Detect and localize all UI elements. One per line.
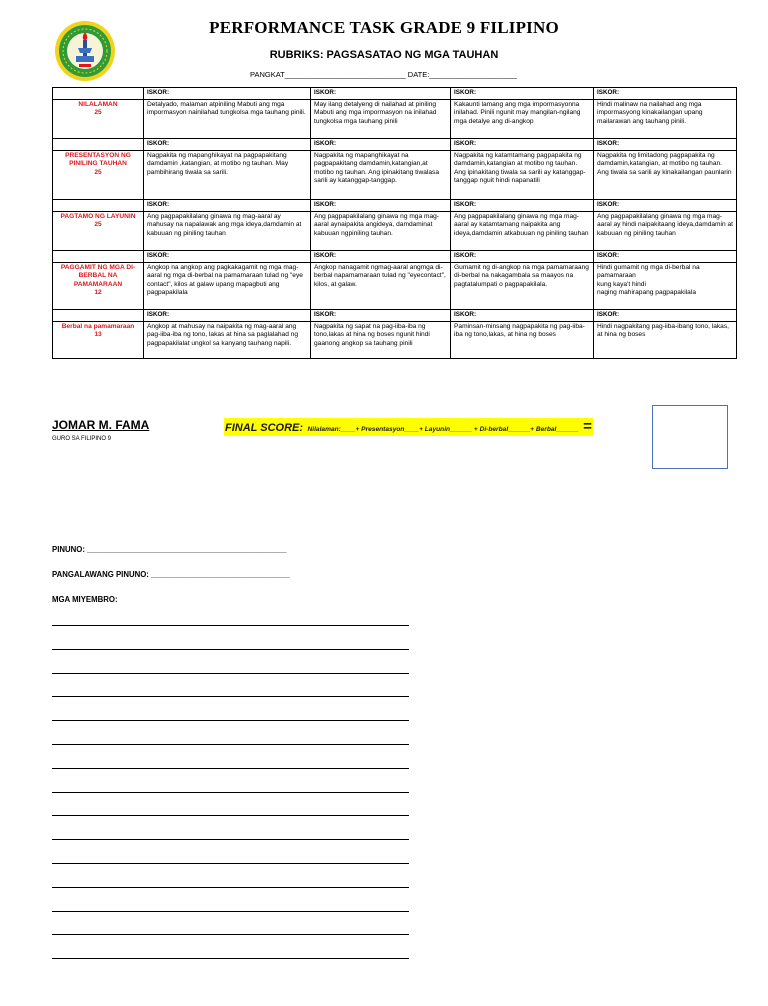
final-score-box[interactable] — [652, 405, 728, 469]
iskor-row — [53, 200, 737, 212]
iskor-row — [53, 310, 737, 322]
iskor-cell[interactable]: ISKOR: — [311, 310, 451, 322]
iskor-cell[interactable]: ISKOR: — [311, 200, 451, 212]
mga-miyembro-label: MGA MIYEMBRO: — [52, 595, 118, 604]
descriptor-cell: Nagpakita ng mapanghikayat na pagpapakitang damdamin,katangian,at motibo ng tauhan. Ang ipinakitang tiwalasa sarili ay katanggap-tanggap. — [311, 151, 451, 200]
member-line[interactable] — [52, 720, 409, 721]
iskor-cell[interactable]: ISKOR: — [451, 251, 594, 263]
iskor-cell[interactable]: ISKOR: — [144, 200, 311, 212]
descriptor-cell: Nagpakita ng katamtamang pagpapakita ng damdamin,katangian at motibo ng tauhan. Ang ipinakitang tiwala sa sarili ay katanggap-tanggap nguit hindi napanatili — [451, 151, 594, 200]
member-line[interactable] — [52, 768, 409, 769]
final-score-label: FINAL SCORE: — [225, 422, 304, 434]
member-line[interactable] — [52, 934, 409, 935]
descriptor-cell: Ang pagpapakilalang ginawa ng mag-aaral ay mahusay na napalawak ang mga ideya,damdamin at kabuuan ng piniling tauhan — [144, 212, 311, 251]
iskor-cell[interactable]: ISKOR: — [451, 88, 594, 100]
pinuno-field[interactable]: PINUNO: ______________________________________________ — [52, 545, 287, 554]
iskor-cell[interactable]: ISKOR: — [594, 310, 737, 322]
iskor-cell[interactable]: ISKOR: — [451, 139, 594, 151]
descriptor-cell: Gumamit ng di-angkop na mga pamamaraang di-berbal na nakagambala sa maayos na pagtatalumpati o pagpapakilala. — [451, 263, 594, 310]
iskor-row — [53, 88, 737, 100]
iskor-cell[interactable]: ISKOR: — [451, 310, 594, 322]
member-line[interactable] — [52, 911, 409, 912]
member-line[interactable] — [52, 958, 409, 959]
iskor-cell[interactable]: ISKOR: — [594, 139, 737, 151]
descriptor-cell: May ilang detalyeng di nailahad at piniling Mabuti ang mga impormasyon na inilahad tungkolsa mga tauhang pinili — [311, 100, 451, 139]
rubric-table — [52, 87, 737, 359]
member-line[interactable] — [52, 887, 409, 888]
descriptor-cell: Detalyado, malaman atpiniling Mabuti ang mga impormasyon nainilahad tungkolsa mga tauhang pinili. — [144, 100, 311, 139]
page-title: PERFORMANCE TASK GRADE 9 FILIPINO — [209, 18, 559, 37]
criterion-label: PAGGAMIT NG MGA DI-BERBAL NA PAMAMARAAN 12 — [53, 263, 144, 310]
pangalawang-pinuno-field[interactable]: PANGALAWANG PINUNO: ________________________________ — [52, 570, 290, 579]
teacher-role: GURO SA FILIPINO 9 — [52, 436, 112, 442]
member-line[interactable] — [52, 673, 409, 674]
criterion-label: Berbal na pamamaraan 13 — [53, 322, 144, 359]
descriptor-cell: Angkop at mahusay na naipakita ng mag-aaral ang pag-iiba-iba ng tono, lakas at hina sa paglalahad ng pagpapakilalat ungkol sa kanyang tauhang napili. — [144, 322, 311, 359]
iskor-cell[interactable]: ISKOR: — [144, 310, 311, 322]
iskor-cell[interactable]: ISKOR: — [451, 200, 594, 212]
descriptor-cell: Paminsan-minsang nagpapakita ng pag-iiba-iba ng tono,lakas, at hina ng boses — [451, 322, 594, 359]
iskor-cell[interactable]: ISKOR: — [594, 200, 737, 212]
iskor-cell[interactable]: ISKOR: — [144, 251, 311, 263]
rubric-row — [53, 212, 737, 251]
criterion-label: NILALAMAN 25 — [53, 100, 144, 139]
iskor-row — [53, 251, 737, 263]
iskor-cell[interactable]: ISKOR: — [311, 88, 451, 100]
member-line[interactable] — [52, 744, 409, 745]
descriptor-cell: Ang pagpapakilalang ginawa ng mga mag-aaral ay katamtamang naipakita ang ideya,damdamin atkabuuan ng piniling tauhan — [451, 212, 594, 251]
iskor-row — [53, 139, 737, 151]
descriptor-cell: Angkop nanagamit ngmag-aaral angmga di-berbal napamamaraan tulad ng "eyecontact", kilos, at galaw. — [311, 263, 451, 310]
iskor-cell[interactable]: ISKOR: — [594, 251, 737, 263]
criterion-label: PAGTAMO NG LAYUNIN 25 — [53, 212, 144, 251]
iskor-cell[interactable]: ISKOR: — [311, 251, 451, 263]
iskor-cell[interactable]: ISKOR: — [144, 139, 311, 151]
member-line[interactable] — [52, 625, 409, 626]
descriptor-cell: Angkop na angkop ang pagkakagamit ng mga mag-aaral ng mga di-berbal na pamamaraan tulad ng "eye contact", kilos at galaw upang mapagbuti ang pagpapakilala — [144, 263, 311, 310]
member-line[interactable] — [52, 815, 409, 816]
descriptor-cell: Nagpakita ng sapat na pag-iiba-iba ng tono,lakas at hina ng boses ngunit hindi gaanong angkop sa tauhang pinili — [311, 322, 451, 359]
iskor-blank-cell — [53, 88, 144, 100]
iskor-cell[interactable]: ISKOR: — [144, 88, 311, 100]
descriptor-cell: Nagpakita ng limitadong pagpapakita ng damdamin,katangian, at motibo ng tauhan. Ang tiwala sa sarili ay kinakailangan paunlarin — [594, 151, 737, 200]
final-score-formula — [224, 418, 593, 436]
equals-sign: = — [582, 418, 592, 435]
iskor-blank-cell — [53, 139, 144, 151]
pangkat-date-line: PANGKAT_____________________________ DATE:_____________________ — [250, 70, 517, 79]
descriptor-cell: Hindi malinaw na nailahad ang mga impormasyong kinakailangan upang mailarawan ang tauhang pinili. — [594, 100, 737, 139]
descriptor-cell: Ang pagpapakilalang ginawa ng mga mag-aaral ay hindi naipakitaang ideya,damdamin at kabuuan ng piniling tauhan — [594, 212, 737, 251]
descriptor-cell: Hindi nagpakitang pag-iiba-ibang tono, lakas, at hina ng boses — [594, 322, 737, 359]
member-line[interactable] — [52, 649, 409, 650]
member-line[interactable] — [52, 863, 409, 864]
iskor-blank-cell — [53, 310, 144, 322]
descriptor-cell: Ang pagpapakilalang ginawa ng mga mag-aaral aynaipakita angideya, damdaminat kabuuan ngpiniling tauhan. — [311, 212, 451, 251]
iskor-cell[interactable]: ISKOR: — [311, 139, 451, 151]
member-line[interactable] — [52, 839, 409, 840]
descriptor-cell: Nagpakita ng mapanghikayat na pagpapakitang damdamin ,katangian, at motibo ng tauhan. May pambihirang tiwala sa sarili. — [144, 151, 311, 200]
rubric-row — [53, 263, 737, 310]
criterion-label: PRESENTASYON NG PINILING TAUHAN 25 — [53, 151, 144, 200]
iskor-blank-cell — [53, 251, 144, 263]
member-line[interactable] — [52, 792, 409, 793]
teacher-name: JOMAR M. FAMA — [52, 418, 150, 432]
iskor-blank-cell — [53, 200, 144, 212]
descriptor-cell: Hindi gumamit ng mga di-berbal na pamamaraan kung kaya't hindi naging mahirapang pagpapakilala — [594, 263, 737, 310]
member-line[interactable] — [52, 696, 409, 697]
descriptor-cell: Kakaunti lamang ang mga impormasyonna inilahad. Pinili ngunit may mangilan-ngilang mga detalye ang di-angkop — [451, 100, 594, 139]
page-subtitle: RUBRIKS: PAGSASATAO NG MGA TAUHAN — [269, 49, 499, 61]
iskor-cell[interactable]: ISKOR: — [594, 88, 737, 100]
rubric-row — [53, 322, 737, 359]
rubric-row — [53, 151, 737, 200]
final-score-components: Nilalaman:____+ Presentasyon____+ Layunin______ + Di-berbal______+ Berbal______ — [307, 426, 579, 433]
rubric-row — [53, 100, 737, 139]
